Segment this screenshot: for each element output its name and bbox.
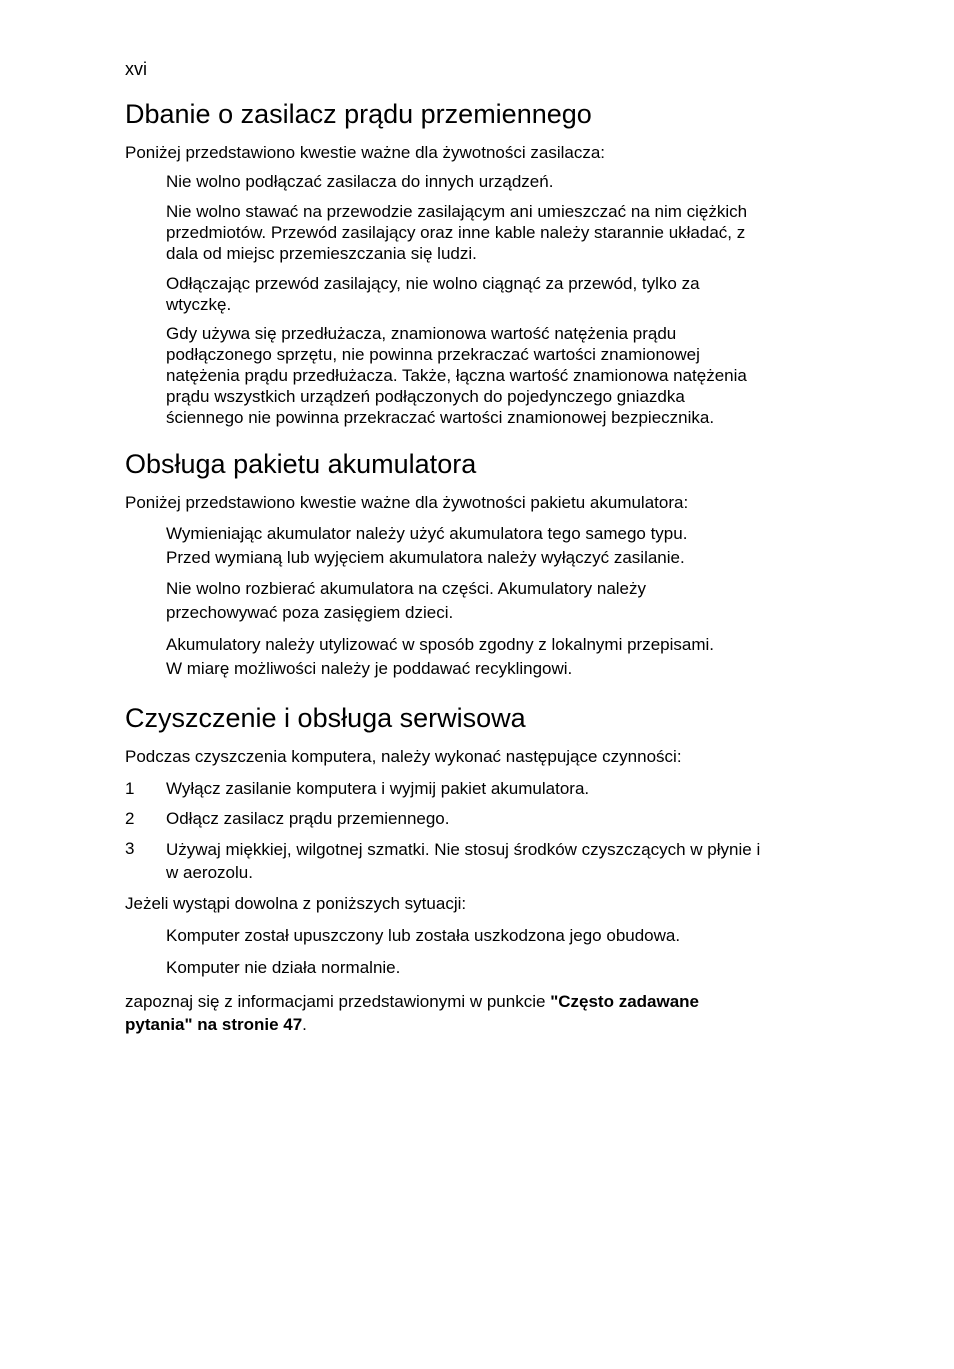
section-heading-battery: Obsługa pakietu akumulatora [125, 449, 477, 479]
bullet-line: podłączonego sprzętu, nie powinna przekraczać wartości znamionowej [166, 345, 700, 364]
condition-item: Komputer nie działa normalnie. [166, 958, 401, 977]
bullet-line: Nie wolno rozbierać akumulatora na części. Akumulatory należy [166, 579, 647, 598]
step-number: 1 [125, 779, 135, 798]
bullet-line: Nie wolno stawać na przewodzie zasilającym ani umieszczać na nim ciężkich [166, 202, 748, 221]
bullet-item [166, 171, 553, 192]
step-line: Wyłącz zasilanie komputera i wyjmij pakiet akumulatora. [166, 779, 590, 798]
section-heading-ac-adapter: Dbanie o zasilacz prądu przemiennego [125, 99, 592, 129]
section-intro: Poniżej przedstawiono kwestie ważne dla żywotności pakietu akumulatora: [125, 493, 689, 512]
bullet-line: ściennego nie powinna przekraczać wartości znamionowej bezpiecznika. [166, 408, 715, 427]
section-intro: Podczas czyszczenia komputera, należy wykonać następujące czynności: [125, 747, 682, 766]
closing-prefix: zapoznaj się z informacjami przedstawionymi w punkcie [125, 992, 551, 1011]
bullet-line: Wymieniając akumulator należy użyć akumulatora tego samego typu. [166, 524, 688, 543]
bullet-line: Nie wolno podłączać zasilacza do innych urządzeń. [166, 172, 554, 191]
bullet-line: Przed wymianą lub wyjęciem akumulatora należy wyłączyć zasilanie. [166, 548, 685, 567]
faq-reference-link[interactable]: "Często zadawane [550, 992, 700, 1011]
bullet-line: Akumulatory należy utylizować w sposób zgodny z lokalnymi przepisami. [166, 635, 715, 654]
page-number: xvi [125, 59, 147, 79]
bullet-line: natężenia prądu przedłużacza. Także, łączna wartość znamionowa natężenia [166, 366, 747, 385]
bullet-line: wtyczkę. [166, 295, 232, 314]
closing-paragraph [125, 990, 699, 1036]
condition-item: Komputer został upuszczony lub została uszkodzona jego obudowa. [166, 926, 681, 945]
step-text [166, 808, 449, 829]
bullet-item [166, 201, 747, 264]
bullet-line: prądu wszystkich urządzeń podłączonych do pojedynczego gniazdka [166, 387, 685, 406]
step-text [166, 778, 589, 799]
bullet-line: dala od miejsc przemieszczania się ludzi. [166, 244, 477, 263]
step-text [166, 838, 760, 884]
bullet-item [166, 273, 700, 315]
bullet-item [166, 522, 687, 570]
bullet-line: Odłączając przewód zasilający, nie wolno ciągnąć za przewód, tylko za [166, 274, 700, 293]
step-number: 3 [125, 839, 135, 858]
conditions-intro: Jeżeli wystąpi dowolna z poniższych sytuacji: [125, 894, 467, 913]
bullet-item [166, 323, 747, 428]
section-intro: Poniżej przedstawiono kwestie ważne dla żywotności zasilacza: [125, 143, 606, 162]
closing-suffix: . [302, 1015, 307, 1034]
faq-reference-link[interactable]: pytania" na stronie 47 [125, 1015, 303, 1034]
section-heading-cleaning: Czyszczenie i obsługa serwisowa [125, 703, 526, 733]
bullet-line: W miarę możliwości należy je poddawać recyklingowi. [166, 659, 573, 678]
step-number: 2 [125, 809, 135, 828]
bullet-item [166, 577, 646, 625]
bullet-line: przedmiotów. Przewód zasilający oraz inne kable należy starannie układać, z [166, 223, 746, 242]
bullet-item [166, 633, 714, 681]
step-line: Odłącz zasilacz prądu przemiennego. [166, 809, 450, 828]
bullet-line: przechowywać poza zasięgiem dzieci. [166, 603, 454, 622]
step-line: w aerozolu. [166, 863, 253, 882]
step-line: Używaj miękkiej, wilgotnej szmatki. Nie stosuj środków czyszczących w płynie i [166, 840, 761, 859]
bullet-line: Gdy używa się przedłużacza, znamionowa wartość natężenia prądu [166, 324, 677, 343]
